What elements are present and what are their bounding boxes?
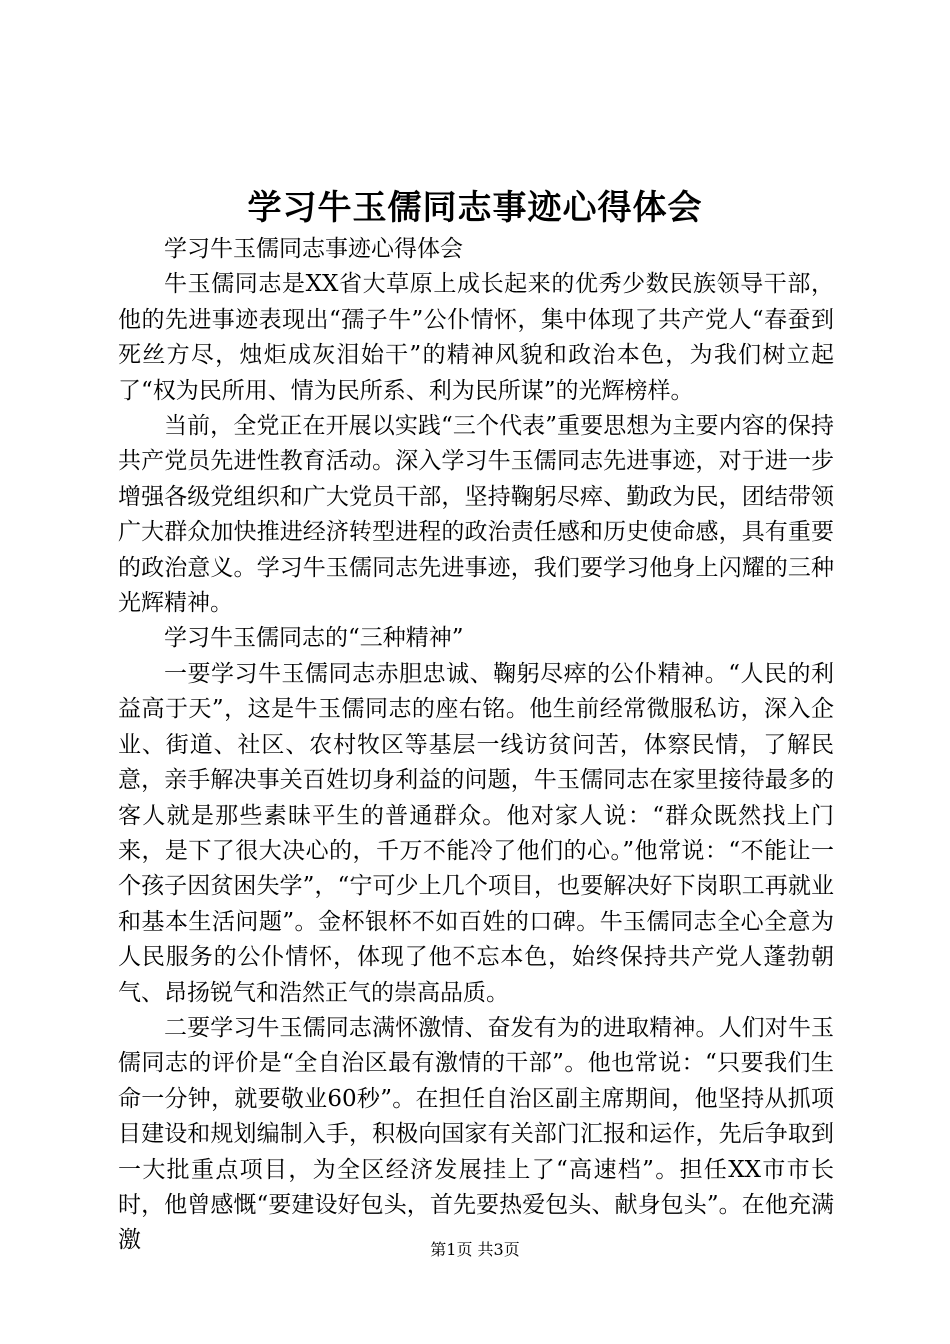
paragraph-spirit-one: 一要学习牛玉儒同志赤胆忠诚、鞠躬尽瘁的公仆精神。“人民的利益高于天”，这是牛玉儒同志的座右铭。他生前经常微服私访，深入企业、街道、社区、农村牧区等基层一线访贫问苦，体察民情，了解民意，亲手解决事关百姓切身利益的问题，牛玉儒同志在家里接待最多的客人就是那些素昧平生的普通群众。他对家人说：“群众既然找上门来，是下了很大决心的，千万不能冷了他们的心。”他常说：“不能让一个孩子因贫困失学”，“宁可少上几个项目，也要解决好下岗职工再就业和基本生活问题”。金杯银杯不如百姓的口碑。牛玉儒同志全心全意为人民服务的公仆情怀，体现了他不忘本色，始终保持共产党人蓬勃朝气、昂扬锐气和浩然正气的崇高品质。	[118, 660, 834, 1006]
paragraph-spirit-two: 二要学习牛玉儒同志满怀激情、奋发有为的进取精神。人们对牛玉儒同志的评价是“全自治区最有激情的干部”。他也常说：“只要我们生命一分钟，就要敬业60秒”。在担任自治区副主席期间，他坚持从抓项目建设和规划编制入手，积极向国家有关部门汇报和运作，先后争取到一大批重点项目，为全区经济发展挂上了“高速档”。担任XX市市长时，他曾感慨“要建设好包头，首先要热爱包头、献身包头”。在他充满激	[118, 1014, 834, 1254]
document-body	[118, 232, 834, 1259]
paragraph-section-heading: 学习牛玉儒同志的“三种精神”	[164, 625, 464, 652]
page-footer: 第1页 共3页	[430, 1240, 520, 1259]
paragraph-intro: 牛玉儒同志是XX省大草原上成长起来的优秀少数民族领导干部，他的先进事迹表现出“孺子牛”公仆情怀，集中体现了共产党人“春蚕到死丝方尽，烛炬成灰泪始干”的精神风貌和政治本色，为我们树立起了“权为民所用、情为民所系、利为民所谋”的光辉榜样。	[118, 271, 834, 404]
document-title: 学习牛玉儒同志事迹心得体会	[247, 188, 703, 228]
paragraph-context: 当前，全党正在开展以实践“三个代表”重要思想为主要内容的保持共产党员先进性教育活动。深入学习牛玉儒同志先进事迹，对于进一步增强各级党组织和广大党员干部，坚持鞠躬尽瘁、勤政为民，团结带领广大群众加快推进经济转型进程的政治责任感和历史使命感，具有重要的政治意义。学习牛玉儒同志先进事迹，我们要学习他身上闪耀的三种光辉精神。	[118, 413, 834, 617]
paragraph-subtitle: 学习牛玉儒同志事迹心得体会	[164, 236, 463, 262]
